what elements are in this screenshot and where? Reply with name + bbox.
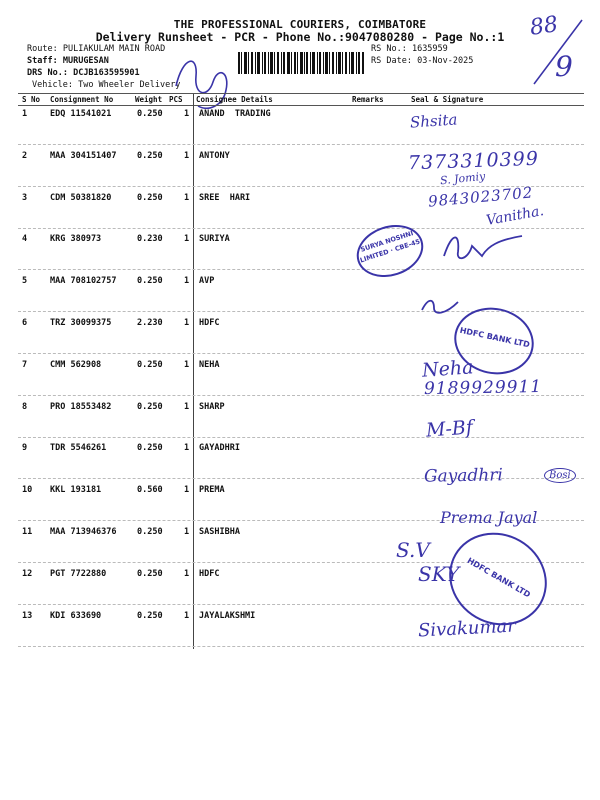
cell-sno: 8 — [22, 402, 28, 412]
cell-consignee: JAYALAKSHMI — [199, 611, 256, 621]
cell-consignee: NEHA — [199, 360, 220, 370]
rs-no-value: 1635959 — [411, 44, 448, 54]
cell-sno: 1 — [22, 109, 28, 119]
cell-weight: 2.230 — [137, 318, 163, 328]
cell-consignment: MAA 713946376 — [50, 527, 117, 537]
cell-pcs: 1 — [184, 569, 190, 579]
cell-consignment: EDQ 11541021 — [50, 109, 112, 119]
cell-consignee: SREE HARI — [199, 193, 251, 203]
cell-weight: 0.250 — [137, 611, 163, 621]
drs-value: DCJB163595901 — [73, 68, 140, 78]
row-separator — [18, 144, 584, 145]
cell-consignee: SURIYA — [199, 234, 230, 244]
rs-date-label: RS Date: — [371, 56, 412, 66]
cell-consignee: ANTONY — [199, 151, 230, 161]
col-remarks: Remarks — [352, 95, 384, 104]
cell-weight: 0.560 — [137, 485, 163, 495]
cell-pcs: 1 — [184, 611, 190, 621]
cell-consignee: HDFC — [199, 318, 220, 328]
cell-sno: 3 — [22, 193, 28, 203]
cell-pcs: 1 — [184, 193, 190, 203]
col-seal-signature: Seal & Signature — [411, 95, 484, 104]
corner-count: 88 — [528, 12, 560, 41]
rs-no-line — [371, 44, 448, 55]
name-row7: Neha — [421, 356, 475, 382]
cell-consignee: HDFC — [199, 569, 220, 579]
cell-sno: 2 — [22, 151, 28, 161]
cell-consignment: TDR 5546261 — [50, 443, 107, 453]
header-rule-top — [18, 93, 584, 94]
sig-row12: SKY — [418, 562, 460, 586]
phone-row7: 9189929911 — [423, 376, 543, 400]
cell-consignee: AVP — [199, 276, 215, 286]
cell-pcs: 1 — [184, 109, 190, 119]
staff-line — [27, 56, 109, 67]
cell-consignment: TRZ 30099375 — [50, 318, 112, 328]
cell-consignee: SASHIBHA — [199, 527, 240, 537]
suriya-stamp — [350, 217, 430, 286]
route-line — [27, 44, 165, 55]
cell-weight: 0.250 — [137, 360, 163, 370]
corner-slash — [520, 12, 590, 92]
sig-row9: Gayadhri — [423, 465, 504, 487]
cell-pcs: 1 — [184, 151, 190, 161]
hdfc-stamp-text: HDFC BANK LTD — [458, 325, 531, 350]
cell-consignee: ANAND TRADING — [199, 109, 271, 119]
sig-row2: S. Jomiy — [439, 169, 486, 188]
cell-sno: 6 — [22, 318, 28, 328]
cell-consignment: MAA 708102757 — [50, 276, 117, 286]
cell-consignment: PRO 18553482 — [50, 402, 112, 412]
header-rule-bottom — [18, 105, 584, 106]
sig-row9-tag: Bosi — [544, 468, 576, 483]
vehicle-line — [32, 80, 180, 91]
cell-consignment: KDI 633690 — [50, 611, 102, 621]
cell-sno: 5 — [22, 276, 28, 286]
suriya-stamp-text: SURYA NOSHNI LIMITED · CBE-45 — [358, 229, 422, 265]
cell-sno: 4 — [22, 234, 28, 244]
cell-consignment: CDM 50381820 — [50, 193, 112, 203]
cell-pcs: 1 — [184, 360, 190, 370]
cell-weight: 0.250 — [137, 443, 163, 453]
cell-weight: 0.250 — [137, 402, 163, 412]
corner-page: 9 — [555, 50, 573, 83]
vehicle-label: Vehicle: — [32, 80, 73, 90]
cell-sno: 10 — [22, 485, 33, 495]
cell-weight: 0.250 — [137, 193, 163, 203]
drs-line — [27, 68, 140, 79]
col-weight: Weight — [135, 95, 163, 104]
cell-consignment: PGT 7722880 — [50, 569, 107, 579]
cell-consignee: GAYADHRI — [199, 443, 240, 453]
sig-row3: Vanitha. — [485, 203, 546, 229]
staff-label: Staff: — [27, 56, 58, 66]
cell-consignment: KKL 193181 — [50, 485, 102, 495]
rs-date-value: 03-Nov-2025 — [417, 56, 474, 66]
row-separator — [18, 269, 584, 270]
rs-date-line — [371, 56, 473, 67]
cell-consignee: PREMA — [199, 485, 225, 495]
cell-weight: 0.230 — [137, 234, 163, 244]
sig-row11: S.V — [396, 538, 430, 562]
sig-row5 — [418, 294, 468, 318]
sig-row8: M-Bf — [425, 416, 474, 442]
cell-sno: 9 — [22, 443, 28, 453]
cell-consignment: CMM 562908 — [50, 360, 102, 370]
route-label: Route: — [27, 44, 58, 54]
col-pcs: PCS — [169, 95, 183, 104]
cell-pcs: 1 — [184, 485, 190, 495]
company-name: THE PROFESSIONAL COURIERS, COIMBATORE — [173, 18, 427, 31]
sig-row1: Shsita — [409, 110, 458, 132]
rs-no-label: RS No.: — [371, 44, 407, 54]
sig-row10: Prema Jayal — [440, 508, 538, 527]
hdfc-bottom-stamp-text: HDFC BANK LTD — [465, 555, 532, 600]
cell-weight: 0.250 — [137, 569, 163, 579]
col-sno: S No — [22, 95, 41, 104]
staff-value: MURUGESAN — [62, 56, 109, 66]
sig-row4 — [438, 226, 528, 266]
phone-row2: 7373310399 — [407, 147, 540, 175]
route-value: PULIAKULAM MAIN ROAD — [62, 44, 166, 54]
phone-row3: 9843023702 — [427, 183, 535, 211]
cell-weight: 0.250 — [137, 527, 163, 537]
cell-sno: 13 — [22, 611, 33, 621]
cell-pcs: 1 — [184, 318, 190, 328]
cell-consignee: SHARP — [199, 402, 225, 412]
sig-row13: Sivakumar — [417, 615, 517, 642]
cell-weight: 0.250 — [137, 109, 163, 119]
barcode — [238, 52, 364, 74]
drs-label: DRS No.: — [27, 68, 68, 78]
vehicle-value: Two Wheeler Delivery — [78, 80, 181, 90]
cell-sno: 11 — [22, 527, 33, 537]
col-consignment: Consignment No — [50, 95, 114, 104]
sheet-title: Delivery Runsheet - PCR - Phone No.:9047080280 - Page No.:1 — [95, 30, 505, 44]
cell-pcs: 1 — [184, 443, 190, 453]
cell-weight: 0.250 — [137, 276, 163, 286]
cell-weight: 0.250 — [137, 151, 163, 161]
cell-consignment: MAA 304151407 — [50, 151, 117, 161]
cell-sno: 7 — [22, 360, 28, 370]
row-separator — [18, 437, 584, 438]
cell-pcs: 1 — [184, 402, 190, 412]
cell-consignment: KRG 380973 — [50, 234, 102, 244]
consignee-divider — [193, 94, 194, 649]
row-separator — [18, 646, 584, 647]
cell-pcs: 1 — [184, 527, 190, 537]
cell-pcs: 1 — [184, 276, 190, 286]
cell-sno: 12 — [22, 569, 33, 579]
col-consignee: Consignee Details — [196, 95, 273, 104]
cell-pcs: 1 — [184, 234, 190, 244]
